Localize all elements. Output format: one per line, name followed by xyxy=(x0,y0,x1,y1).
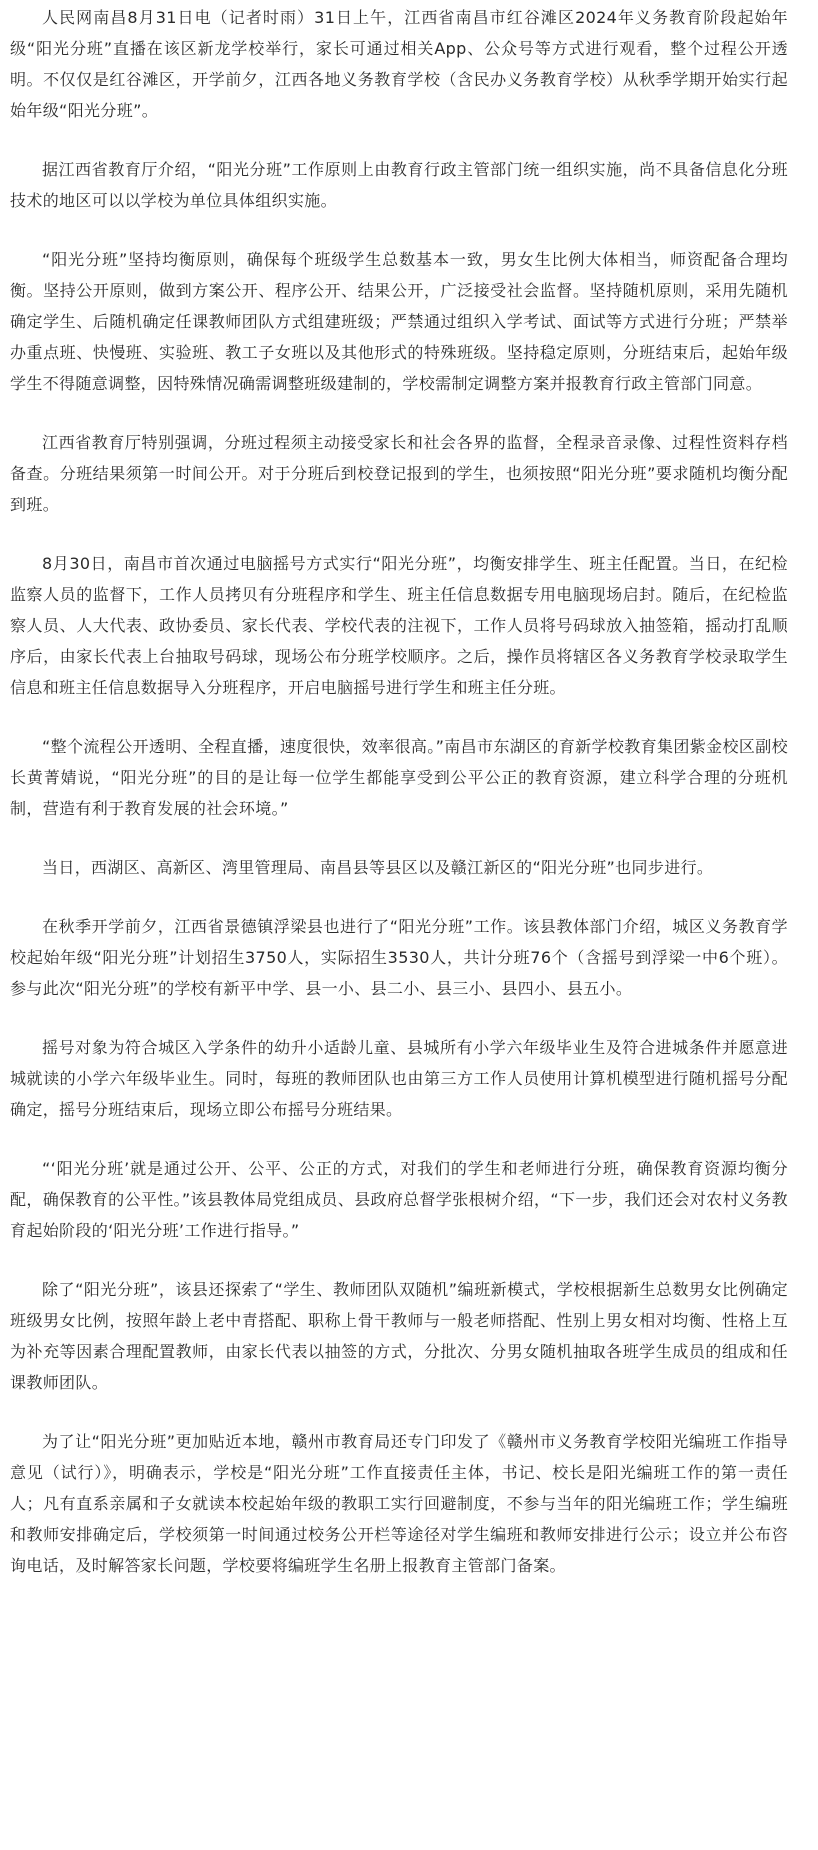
paragraph: “‘阳光分班’就是通过公开、公平、公正的方式，对我们的学生和老师进行分班，确保教育资源均衡分配，确保教育的公平性。”该县教体局党组成员、县政府总督学张根树介绍，“下一步，我们还会对农村义务教育起始阶段的‘阳光分班’工作进行指导。” xyxy=(10,1159,788,1240)
paragraph: 除了“阳光分班”，该县还探索了“学生、教师团队双随机”编班新模式，学校根据新生总数男女比例确定班级男女比例，按照年龄上老中青搭配、职称上骨干教师与一般老师搭配、性别上男女相对均衡、性格上互为补充等因素合理配置教师，由家长代表以抽签的方式，分批次、分男女随机抽取各班学生成员的组成和任课教师团队。 xyxy=(10,1280,788,1392)
paragraph: 8月30日，南昌市首次通过电脑摇号方式实行“阳光分班”，均衡安排学生、班主任配置。当日，在纪检监察人员的监督下，工作人员拷贝有分班程序和学生、班主任信息数据专用电脑现场启封。随后，在纪检监察人员、人大代表、政协委员、家长代表、学校代表的注视下，工作人员将号码球放入抽签箱，摇动打乱顺序后，由家长代表上台抽取号码球，现场公布分班学校顺序。之后，操作员将辖区各义务教育学校录取学生信息和班主任信息数据导入分班程序，开启电脑摇号进行学生和班主任分班。 xyxy=(10,554,788,697)
paragraph: “整个流程公开透明、全程直播，速度很快，效率很高。”南昌市东湖区的育新学校教育集团紫金校区副校长黄菁婧说，“阳光分班”的目的是让每一位学生都能享受到公平公正的教育资源，建立科学合理的分班机制，营造有利于教育发展的社会环境。” xyxy=(10,737,788,818)
paragraph: “阳光分班”坚持均衡原则，确保每个班级学生总数基本一致，男女生比例大体相当，师资配备合理均衡。坚持公开原则，做到方案公开、程序公开、结果公开，广泛接受社会监督。坚持随机原则，采用先随机确定学生、后随机确定任课教师团队方式组建班级；严禁通过组织入学考试、面试等方式进行分班；严禁举办重点班、快慢班、实验班、教工子女班以及其他形式的特殊班级。坚持稳定原则，分班结束后，起始年级学生不得随意调整，因特殊情况确需调整班级建制的，学校需制定调整方案并报教育行政主管部门同意。 xyxy=(10,250,788,393)
paragraph: 在秋季开学前夕，江西省景德镇浮梁县也进行了“阳光分班”工作。该县教体部门介绍，城区义务教育学校起始年级“阳光分班”计划招生3750人，实际招生3530人，共计分班76个（含摇号到浮梁一中6个班）。参与此次“阳光分班”的学校有新平中学、县一小、县二小、县三小、县四小、县五小。 xyxy=(10,917,788,998)
paragraph: 据江西省教育厅介绍，“阳光分班”工作原则上由教育行政主管部门统一组织实施，尚不具备信息化分班技术的地区可以以学校为单位具体组织实施。 xyxy=(10,160,788,210)
paragraph: 当日，西湖区、高新区、湾里管理局、南昌县等县区以及赣江新区的“阳光分班”也同步进行。 xyxy=(42,858,714,877)
article-body xyxy=(0,2,818,1581)
paragraph: 江西省教育厅特别强调，分班过程须主动接受家长和社会各界的监督，全程录音录像、过程性资料存档备查。分班结果须第一时间公开。对于分班后到校登记报到的学生，也须按照“阳光分班”要求随机均衡分配到班。 xyxy=(10,433,788,514)
paragraph: 为了让“阳光分班”更加贴近本地，赣州市教育局还专门印发了《赣州市义务教育学校阳光编班工作指导意见（试行）》，明确表示，学校是“阳光分班”工作直接责任主体，书记、校长是阳光编班工作的第一责任人；凡有直系亲属和子女就读本校起始年级的教职工实行回避制度，不参与当年的阳光编班工作；学生编班和教师安排确定后，学校须第一时间通过校务公开栏等途径对学生编班和教师安排进行公示；设立并公布咨询电话，及时解答家长问题，学校要将编班学生名册上报教育主管部门备案。 xyxy=(10,1432,788,1575)
paragraph: 摇号对象为符合城区入学条件的幼升小适龄儿童、县城所有小学六年级毕业生及符合进城条件并愿意进城就读的小学六年级毕业生。同时，每班的教师团队也由第三方工作人员使用计算机模型进行随机摇号分配确定，摇号分班结束后，现场立即公布摇号分班结果。 xyxy=(10,1038,788,1119)
paragraph: 人民网南昌8月31日电（记者时雨）31日上午，江西省南昌市红谷滩区2024年义务教育阶段起始年级“阳光分班”直播在该区新龙学校举行，家长可通过相关App、公众号等方式进行观看，整个过程公开透明。不仅仅是红谷滩区，开学前夕，江西各地义务教育学校（含民办义务教育学校）从秋季学期开始实行起始年级“阳光分班”。 xyxy=(10,8,788,120)
